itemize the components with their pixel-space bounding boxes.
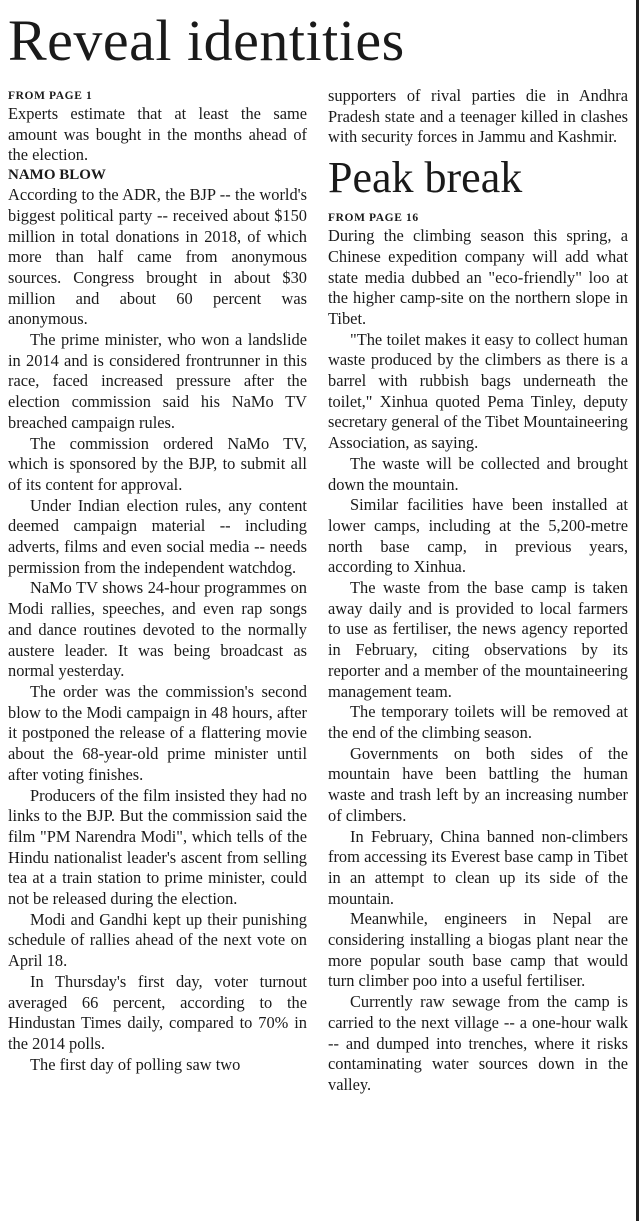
article2-paragraph: "The toilet makes it easy to collect human waste produced by the climbers as there is a barrel with rubbish bags underneath the toilet," Xinhua quoted Pema Tinley, deputy secretary general of the Tibet Mountaineering Association, as saying. <box>328 329 628 453</box>
article2-column <box>328 86 628 1096</box>
article1-paragraph: Producers of the film insisted they had no links to the BJP. But the commission said the film "PM Narendra Modi", which tells of the Hindu nationalist leader's ascent from selling tea at a train station to prime minister, could not be released during the election. <box>8 785 307 909</box>
article1-column <box>8 88 307 1075</box>
article2-paragraph: The temporary toilets will be removed at the end of the climbing season. <box>328 702 628 742</box>
article2-paragraph: Governments on both sides of the mountain have been battling the human waste and trash left by an increasing number of climbers. <box>328 743 628 825</box>
article1-paragraph: According to the ADR, the BJP -- the world's biggest political party -- received about $150 million in total donations in 2018, of which more than half came from anonymous sources. Congress brought in about $30 million and about 60 percent was anonymous. <box>8 185 307 329</box>
headline-peak-break: Peak break <box>328 153 523 203</box>
article1-paragraph: The order was the commission's second blow to the Modi campaign in 48 hours, after it postponed the release of a flattering movie about the 68-year-old prime minister until after voting finishes. <box>8 681 307 784</box>
article1-paragraph: In Thursday's first day, voter turnout averaged 66 percent, according to the Hindustan Times daily, compared to 70% in the 2014 polls. <box>8 971 307 1053</box>
article1-paragraph: Modi and Gandhi kept up their punishing schedule of rallies ahead of the next vote on April 18. <box>8 909 307 971</box>
article1-paragraph: The prime minister, who won a landslide in 2014 and is considered frontrunner in this race, faced increased pressure after the election commission said his NaMo TV breached campaign rules. <box>8 330 307 432</box>
article2-paragraph: Meanwhile, engineers in Nepal are considering installing a biogas plant near the more popular south base camp that would turn climber poo into a useful fertiliser. <box>328 909 628 991</box>
article2-intro: During the climbing season this spring, a Chinese expedition company will add what state media dubbed an "eco-friendly" loo at the higher camp-site on the northern slope in Tibet. <box>328 226 628 328</box>
article1-intro: Experts estimate that at least the same amount was bought in the months ahead of the election. <box>8 104 307 165</box>
article2-paragraph: In February, China banned non-climbers from accessing its Everest base camp in Tibet in an attempt to clean up its side of the mountain. <box>328 826 628 908</box>
article1-paragraph: The first day of polling saw two <box>30 1054 241 1074</box>
article2-kicker: FROM PAGE 16 <box>328 212 419 225</box>
headline-reveal-identities: Reveal identities <box>8 8 405 73</box>
article1-continuation: supporters of rival parties die in Andhra Pradesh state and a teenager killed in clashes with security forces in Jammu and Kashmir. <box>328 86 628 147</box>
article2-paragraph: The waste from the base camp is taken away daily and is provided to local farmers to use as fertiliser, the news agency reported in February, citing observations by its reporter and a member of the mountaineering management team. <box>328 578 628 701</box>
article1-paragraph: NaMo TV shows 24-hour programmes on Modi rallies, speeches, and even rap songs and dance routines devoted to the normally austere leader. It was being broadcast as normal yesterday. <box>8 578 307 681</box>
article2-paragraph: The waste will be collected and brought down the mountain. <box>328 453 628 494</box>
article1-subhead: NAMO BLOW <box>8 167 106 184</box>
article1-paragraph: Under Indian election rules, any content deemed campaign material -- including adverts, films and even social media -- needs permission from the independent watchdog. <box>8 495 307 577</box>
article1-paragraph: The commission ordered NaMo TV, which is sponsored by the BJP, to submit all of its content for approval. <box>8 433 307 494</box>
article2-paragraph: Currently raw sewage from the camp is carried to the next village -- a one-hour walk -- and dumped into trenches, where it risks contaminating water sources down in the valley. <box>328 992 628 1094</box>
article1-kicker: FROM PAGE 1 <box>8 90 93 102</box>
article2-paragraph: Similar facilities have been installed at lower camps, including at the 5,200-metre north base camp, in previous years, according to Xinhua. <box>328 495 628 577</box>
